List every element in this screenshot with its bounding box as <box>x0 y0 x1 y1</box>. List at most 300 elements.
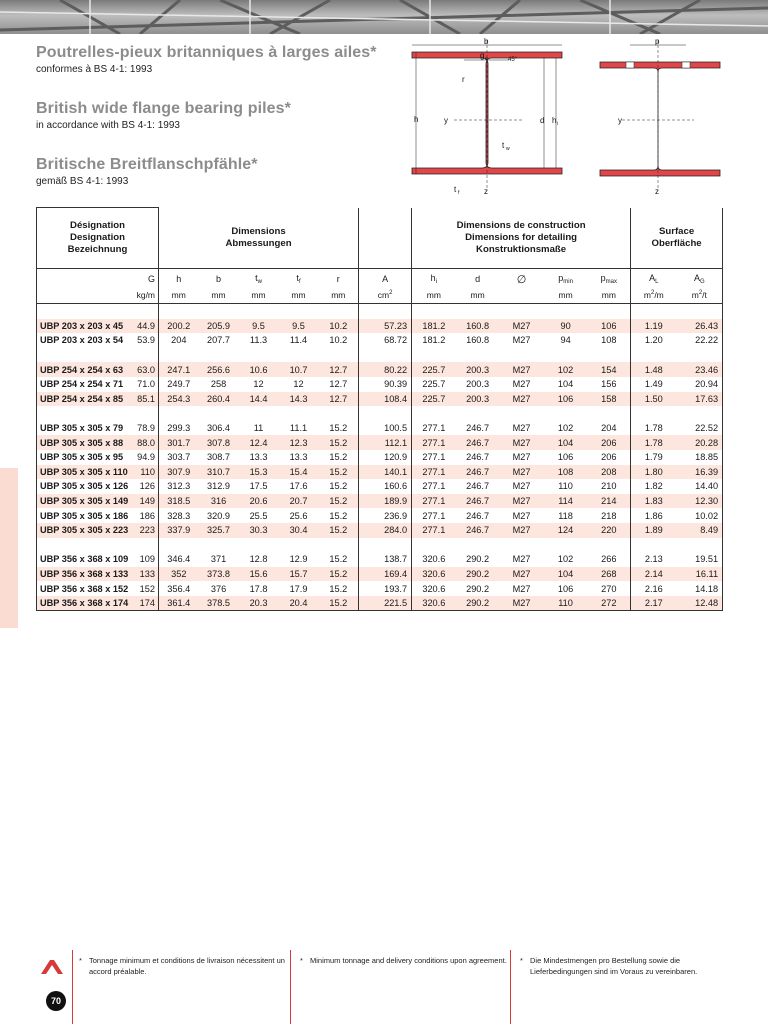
label-z-right: z <box>655 187 659 196</box>
cell-r: 10.2 <box>329 335 348 346</box>
cell-g: 133 <box>129 567 159 582</box>
cell-pmin: 106 <box>557 452 574 463</box>
cell-designation: UBP 305 x 305 x 110 <box>37 465 129 480</box>
cell-d: 246.7 <box>456 465 500 480</box>
cell-b: 258 <box>210 379 227 390</box>
table-row <box>37 596 723 611</box>
cell-ag: 12.30 <box>677 494 723 509</box>
cell-tf: 20.4 <box>279 596 319 611</box>
cell-phi: M27 <box>512 554 531 565</box>
label-g: g <box>480 51 485 60</box>
cell-hi: 320.6 <box>412 596 456 611</box>
subtitle-de: gemäß BS 4-1: 1993 <box>36 176 129 187</box>
label-g-sub: a <box>485 56 488 62</box>
label-tw: t <box>502 141 505 150</box>
title-en: British wide flange bearing piles* <box>36 100 292 117</box>
cell-ag: 16.39 <box>677 465 723 480</box>
cell-b: 308.7 <box>207 452 231 463</box>
cell-designation: UBP 254 x 254 x 63 <box>37 362 129 377</box>
cell-r: 15.2 <box>319 567 359 582</box>
footnote-fr: * Tonnage minimum et conditions de livraison nécessitent un accord préalable. <box>79 956 285 976</box>
cell-hi: 277.1 <box>412 494 456 509</box>
cell-designation: UBP 305 x 305 x 88 <box>37 435 129 450</box>
cell-h: 328.3 <box>159 508 199 523</box>
cell-b: 325.7 <box>199 523 239 538</box>
cell-b: 205.9 <box>199 319 239 334</box>
cell-b: 316 <box>199 494 239 509</box>
cell-h: 346.4 <box>159 552 199 567</box>
table-row <box>37 319 723 334</box>
cell-phi: M27 <box>512 423 531 434</box>
cell-hi: 277.1 <box>412 523 456 538</box>
cell-phi: M27 <box>512 452 531 463</box>
cell-d: 200.3 <box>456 392 500 407</box>
cell-tw: 20.3 <box>239 596 279 611</box>
label-y-left: y <box>444 116 448 125</box>
cell-d: 290.2 <box>466 554 490 565</box>
cell-tf: 11.1 <box>289 423 308 434</box>
cell-hi: 181.2 <box>412 333 456 348</box>
header-area <box>359 208 412 269</box>
table-row <box>37 362 723 377</box>
cell-pmax: 154 <box>588 362 631 377</box>
cell-tf: 10.7 <box>279 362 319 377</box>
cell-b: 378.5 <box>199 596 239 611</box>
cell-tf: 30.4 <box>279 523 319 538</box>
cell-pmin: 106 <box>557 583 574 594</box>
cell-h: 200.2 <box>159 319 199 334</box>
cell-b: 320.9 <box>207 510 231 521</box>
cell-tw: 11.3 <box>249 335 268 346</box>
cell-g: 44.9 <box>129 319 159 334</box>
cell-al: 1.78 <box>631 421 677 436</box>
cell-r: 15.2 <box>319 523 359 538</box>
cell-al: 1.79 <box>631 450 677 465</box>
cell-d: 246.7 <box>456 494 500 509</box>
cell-al: 1.78 <box>631 435 677 450</box>
cell-tw: 14.4 <box>239 392 279 407</box>
cell-hi: 320.6 <box>412 581 456 596</box>
i-beam-section <box>412 37 562 196</box>
cell-g: 63.0 <box>129 362 159 377</box>
cell-ag: 19.51 <box>677 552 723 567</box>
title-de: Britische Breitflanschpfähle* <box>36 156 258 173</box>
cell-h: 337.9 <box>159 523 199 538</box>
table-row <box>37 523 723 538</box>
cell-b: 376 <box>210 583 227 594</box>
cell-d: 246.7 <box>466 452 490 463</box>
table-spacer-row <box>37 538 723 553</box>
cell-al: 1.19 <box>631 319 677 334</box>
cell-pmin: 124 <box>544 523 588 538</box>
cell-h: 318.5 <box>159 494 199 509</box>
cell-al: 1.50 <box>631 392 677 407</box>
header-banner <box>0 0 768 34</box>
cell-d: 246.7 <box>456 523 500 538</box>
cell-r: 10.2 <box>319 319 359 334</box>
cell-tf: 17.6 <box>289 481 308 492</box>
cell-r: 15.2 <box>329 481 348 492</box>
cell-tw: 15.6 <box>239 567 279 582</box>
cell-al: 1.86 <box>631 508 677 523</box>
cell-phi: M27 <box>500 319 544 334</box>
cell-pmax: 206 <box>588 435 631 450</box>
cell-ag: 20.28 <box>677 435 723 450</box>
title-fr: Poutrelles-pieux britanniques à larges ailes* <box>36 44 377 61</box>
cell-tf: 12.9 <box>289 554 308 565</box>
cell-a: 189.9 <box>359 494 412 509</box>
cell-g: 110 <box>129 465 159 480</box>
cell-pmin: 110 <box>544 596 588 611</box>
cell-pmax: 204 <box>601 423 617 434</box>
cell-pmax: 106 <box>588 319 631 334</box>
table-row <box>37 508 723 523</box>
cell-designation: UBP 305 x 305 x 149 <box>37 494 129 509</box>
cell-tf: 13.3 <box>289 452 308 463</box>
cell-r: 15.2 <box>319 435 359 450</box>
cell-h: 204 <box>159 333 199 348</box>
cell-r: 15.2 <box>329 510 348 521</box>
cell-a: 100.5 <box>359 421 412 436</box>
cell-h: 356.4 <box>159 581 199 596</box>
cell-hi: 225.7 <box>412 392 456 407</box>
cell-hi: 225.7 <box>412 377 456 392</box>
cell-a: 90.39 <box>359 377 412 392</box>
cell-r: 15.2 <box>329 583 348 594</box>
cell-pmax: 210 <box>601 481 617 492</box>
company-logo-icon <box>41 960 63 979</box>
label-r: r <box>462 75 465 84</box>
cell-hi: 277.1 <box>412 465 456 480</box>
cell-al: 2.16 <box>631 581 677 596</box>
cell-pmax: 266 <box>601 554 617 565</box>
cell-ag: 14.40 <box>677 479 723 494</box>
cell-d: 290.2 <box>456 596 500 611</box>
cell-g: 78.9 <box>137 423 156 434</box>
cell-pmin: 104 <box>557 379 574 390</box>
cell-tw: 15.3 <box>239 465 279 480</box>
cell-ag: 20.94 <box>677 377 723 392</box>
cell-tw: 30.3 <box>239 523 279 538</box>
cell-h: 352 <box>159 567 199 582</box>
cell-hi: 277.1 <box>412 435 456 450</box>
cell-h: 307.9 <box>159 465 199 480</box>
cell-phi: M27 <box>500 362 544 377</box>
cell-tw: 12.4 <box>239 435 279 450</box>
cell-phi: M27 <box>512 510 531 521</box>
cell-phi: M27 <box>500 435 544 450</box>
cell-a: 169.4 <box>359 567 412 582</box>
cell-h: 303.7 <box>159 450 199 465</box>
cell-pmin: 106 <box>544 392 588 407</box>
cell-r: 15.2 <box>329 452 348 463</box>
cell-tf: 14.3 <box>279 392 319 407</box>
cell-d: 160.8 <box>466 335 490 346</box>
cell-hi: 320.6 <box>412 567 456 582</box>
cell-pmax: 158 <box>588 392 631 407</box>
cell-a: 140.1 <box>359 465 412 480</box>
cell-a: 221.5 <box>359 596 412 611</box>
cell-pmax: 220 <box>588 523 631 538</box>
label-tf: t <box>454 185 457 194</box>
header-dimensions: Dimensions Abmessungen <box>159 208 359 269</box>
cell-designation: UBP 356 x 368 x 133 <box>37 567 129 582</box>
cell-a: 284.0 <box>359 523 412 538</box>
footer-divider <box>290 950 291 1024</box>
cell-tf: 15.4 <box>279 465 319 480</box>
cell-g: 85.1 <box>129 392 159 407</box>
page-number: 70 <box>46 991 66 1011</box>
cell-al: 1.80 <box>631 465 677 480</box>
cell-designation: UBP 254 x 254 x 85 <box>37 392 129 407</box>
heading-fr <box>36 44 377 75</box>
cell-d: 290.2 <box>466 583 490 594</box>
cell-g: 149 <box>129 494 159 509</box>
cell-h: 312.3 <box>159 479 199 494</box>
cell-phi: M27 <box>512 335 531 346</box>
cell-tw: 20.6 <box>239 494 279 509</box>
table-row <box>37 421 723 436</box>
cell-a: 108.4 <box>359 392 412 407</box>
cell-tw: 25.5 <box>249 510 268 521</box>
cell-al: 2.17 <box>631 596 677 611</box>
table-spacer-row <box>37 406 723 421</box>
cell-tf: 17.9 <box>289 583 308 594</box>
cell-ag: 10.02 <box>677 508 723 523</box>
cell-tf: 12 <box>293 379 304 390</box>
cell-h: 254.3 <box>159 392 199 407</box>
cell-d: 160.8 <box>456 319 500 334</box>
cell-g: 186 <box>139 510 156 521</box>
cell-pmin: 94 <box>560 335 571 346</box>
cell-pmin: 108 <box>544 465 588 480</box>
cell-g: 223 <box>129 523 159 538</box>
cell-r: 15.2 <box>329 423 348 434</box>
side-tab-marker <box>0 468 18 628</box>
heading-de <box>36 156 258 187</box>
label-d: d <box>540 116 545 125</box>
cell-phi: M27 <box>500 392 544 407</box>
label-z-left: z <box>484 187 488 196</box>
cell-phi: M27 <box>500 596 544 611</box>
cell-b: 312.9 <box>207 481 231 492</box>
subtitle-fr: conformes à BS 4-1: 1993 <box>36 64 153 75</box>
cell-tf: 15.7 <box>279 567 319 582</box>
cell-pmin: 90 <box>544 319 588 334</box>
label-angle: 45° <box>508 57 518 63</box>
cell-b: 307.8 <box>199 435 239 450</box>
i-beam-bolted <box>600 37 720 196</box>
cell-hi: 277.1 <box>412 508 456 523</box>
cell-tw: 9.5 <box>239 319 279 334</box>
header-surface: Surface Oberfläche <box>631 208 723 269</box>
cell-phi: M27 <box>512 481 531 492</box>
cell-designation: UBP 356 x 368 x 152 <box>37 581 129 596</box>
cell-ag: 26.43 <box>677 319 723 334</box>
cell-phi: M27 <box>500 523 544 538</box>
cell-phi: M27 <box>500 465 544 480</box>
bearing-piles-table <box>36 207 723 611</box>
table-row <box>37 494 723 509</box>
cell-d: 246.7 <box>466 423 490 434</box>
cell-tf: 11.4 <box>289 335 308 346</box>
cell-pmin: 118 <box>558 510 573 521</box>
cell-ag: 8.49 <box>677 523 723 538</box>
cell-designation: UBP 305 x 305 x 223 <box>37 523 129 538</box>
cell-g: 174 <box>129 596 159 611</box>
footer-divider <box>72 950 73 1024</box>
cell-tw: 12 <box>253 379 264 390</box>
cell-g: 94.9 <box>137 452 156 463</box>
cell-tf: 20.7 <box>279 494 319 509</box>
cell-g: 53.9 <box>137 335 156 346</box>
table-row <box>37 567 723 582</box>
footer-divider <box>510 950 511 1024</box>
label-b: b <box>484 37 489 46</box>
cell-pmax: 208 <box>588 465 631 480</box>
cell-a: 57.23 <box>359 319 412 334</box>
cell-al: 1.49 <box>631 377 677 392</box>
cell-d: 200.3 <box>466 379 490 390</box>
cell-phi: M27 <box>512 379 531 390</box>
cell-tf: 12.3 <box>279 435 319 450</box>
label-y-right: y <box>618 116 622 125</box>
label-hi-sub: i <box>557 121 559 127</box>
cell-tw: 10.6 <box>239 362 279 377</box>
cell-hi: 277.1 <box>412 479 456 494</box>
table-body <box>37 304 723 611</box>
cell-pmin: 102 <box>544 362 588 377</box>
table-row <box>37 392 723 407</box>
cell-al: 1.82 <box>631 479 677 494</box>
cell-h: 301.7 <box>159 435 199 450</box>
cell-hi: 225.7 <box>412 362 456 377</box>
cell-g: 109 <box>139 554 156 565</box>
cell-b: 306.4 <box>207 423 231 434</box>
cell-b: 373.8 <box>199 567 239 582</box>
cell-hi: 277.1 <box>412 421 456 436</box>
cell-r: 15.2 <box>319 494 359 509</box>
cell-al: 1.20 <box>631 333 677 348</box>
subtitle-en: in accordance with BS 4-1: 1993 <box>36 120 180 131</box>
table-row <box>37 377 723 392</box>
cell-ag: 12.48 <box>677 596 723 611</box>
cell-tw: 12.8 <box>249 554 268 565</box>
cell-a: 236.9 <box>359 508 412 523</box>
cell-a: 138.7 <box>359 552 412 567</box>
cell-b: 207.7 <box>207 335 231 346</box>
heading-en <box>36 100 291 131</box>
cell-pmin: 114 <box>544 494 588 509</box>
table-row <box>37 333 723 348</box>
cell-designation: UBP 305 x 305 x 126 <box>37 479 129 494</box>
cell-h: 247.1 <box>159 362 199 377</box>
cell-pmax: 214 <box>588 494 631 509</box>
cell-b: 256.6 <box>199 362 239 377</box>
cell-designation: UBP 254 x 254 x 71 <box>37 377 129 392</box>
table-row <box>37 465 723 480</box>
cell-designation: UBP 305 x 305 x 95 <box>37 450 129 465</box>
cell-tw: 17.5 <box>249 481 268 492</box>
steel-structure-image <box>0 0 768 34</box>
symbol-row: G h b $t_w$ $t_f$ r A $h_i$ d ∅ $p_{min}$ $p_{max}$ $A_L$ $A_G$ <box>37 269 723 288</box>
cell-a: 112.1 <box>359 435 412 450</box>
cell-phi: M27 <box>500 494 544 509</box>
cell-d: 290.2 <box>456 567 500 582</box>
table-row <box>37 450 723 465</box>
cell-al: 1.89 <box>631 523 677 538</box>
cell-h: 361.4 <box>159 596 199 611</box>
label-p: p <box>655 37 660 46</box>
cross-section-diagram <box>404 36 734 196</box>
cell-a: 120.9 <box>359 450 412 465</box>
cell-r: 15.2 <box>329 554 348 565</box>
cell-d: 246.7 <box>456 435 500 450</box>
cell-designation: UBP 305 x 305 x 79 <box>37 421 129 436</box>
label-tw-sub: w <box>506 146 510 152</box>
cell-h: 249.7 <box>159 377 199 392</box>
cell-pmin: 104 <box>544 567 588 582</box>
cell-a: 160.6 <box>359 479 412 494</box>
cell-al: 2.13 <box>631 552 677 567</box>
table-row <box>37 479 723 494</box>
cell-tw: 11 <box>253 423 264 434</box>
cell-tw: 13.3 <box>249 452 268 463</box>
cell-r: 12.7 <box>329 379 348 390</box>
cell-b: 260.4 <box>199 392 239 407</box>
cell-g: 71.0 <box>137 379 156 390</box>
cell-b: 310.7 <box>199 465 239 480</box>
cell-ag: 17.63 <box>677 392 723 407</box>
cell-tf: 9.5 <box>279 319 319 334</box>
cell-a: 193.7 <box>359 581 412 596</box>
cell-designation: UBP 203 x 203 x 54 <box>37 333 129 348</box>
table-spacer-row <box>37 304 723 319</box>
cell-ag: 14.18 <box>677 581 723 596</box>
cell-r: 12.7 <box>319 392 359 407</box>
cell-pmax: 108 <box>601 335 617 346</box>
cell-pmax: 206 <box>601 452 617 463</box>
cell-pmax: 270 <box>601 583 617 594</box>
cell-tw: 17.8 <box>249 583 268 594</box>
cell-pmin: 104 <box>544 435 588 450</box>
cell-d: 246.7 <box>466 510 490 521</box>
cell-pmax: 218 <box>601 510 617 521</box>
cell-g: 88.0 <box>129 435 159 450</box>
cell-pmax: 156 <box>601 379 617 390</box>
cell-d: 200.3 <box>456 362 500 377</box>
cell-hi: 277.1 <box>412 450 456 465</box>
cell-ag: 22.52 <box>677 421 723 436</box>
cell-r: 15.2 <box>319 596 359 611</box>
cell-r: 12.7 <box>319 362 359 377</box>
cell-al: 1.83 <box>631 494 677 509</box>
cell-designation: UBP 356 x 368 x 109 <box>37 552 129 567</box>
cell-b: 371 <box>210 554 227 565</box>
cell-tf: 25.6 <box>289 510 308 521</box>
cell-phi: M27 <box>512 583 531 594</box>
label-h: h <box>414 115 419 124</box>
cell-pmin: 110 <box>558 481 573 492</box>
table-row <box>37 435 723 450</box>
cell-g: 152 <box>139 583 156 594</box>
header-construction: Dimensions de construction Dimensions for detailing Konstruktionsmaße <box>412 208 631 269</box>
table-row <box>37 552 723 567</box>
label-hi: h <box>552 116 557 125</box>
cell-ag: 22.22 <box>677 333 723 348</box>
cell-a: 68.72 <box>359 333 412 348</box>
cell-pmax: 268 <box>588 567 631 582</box>
